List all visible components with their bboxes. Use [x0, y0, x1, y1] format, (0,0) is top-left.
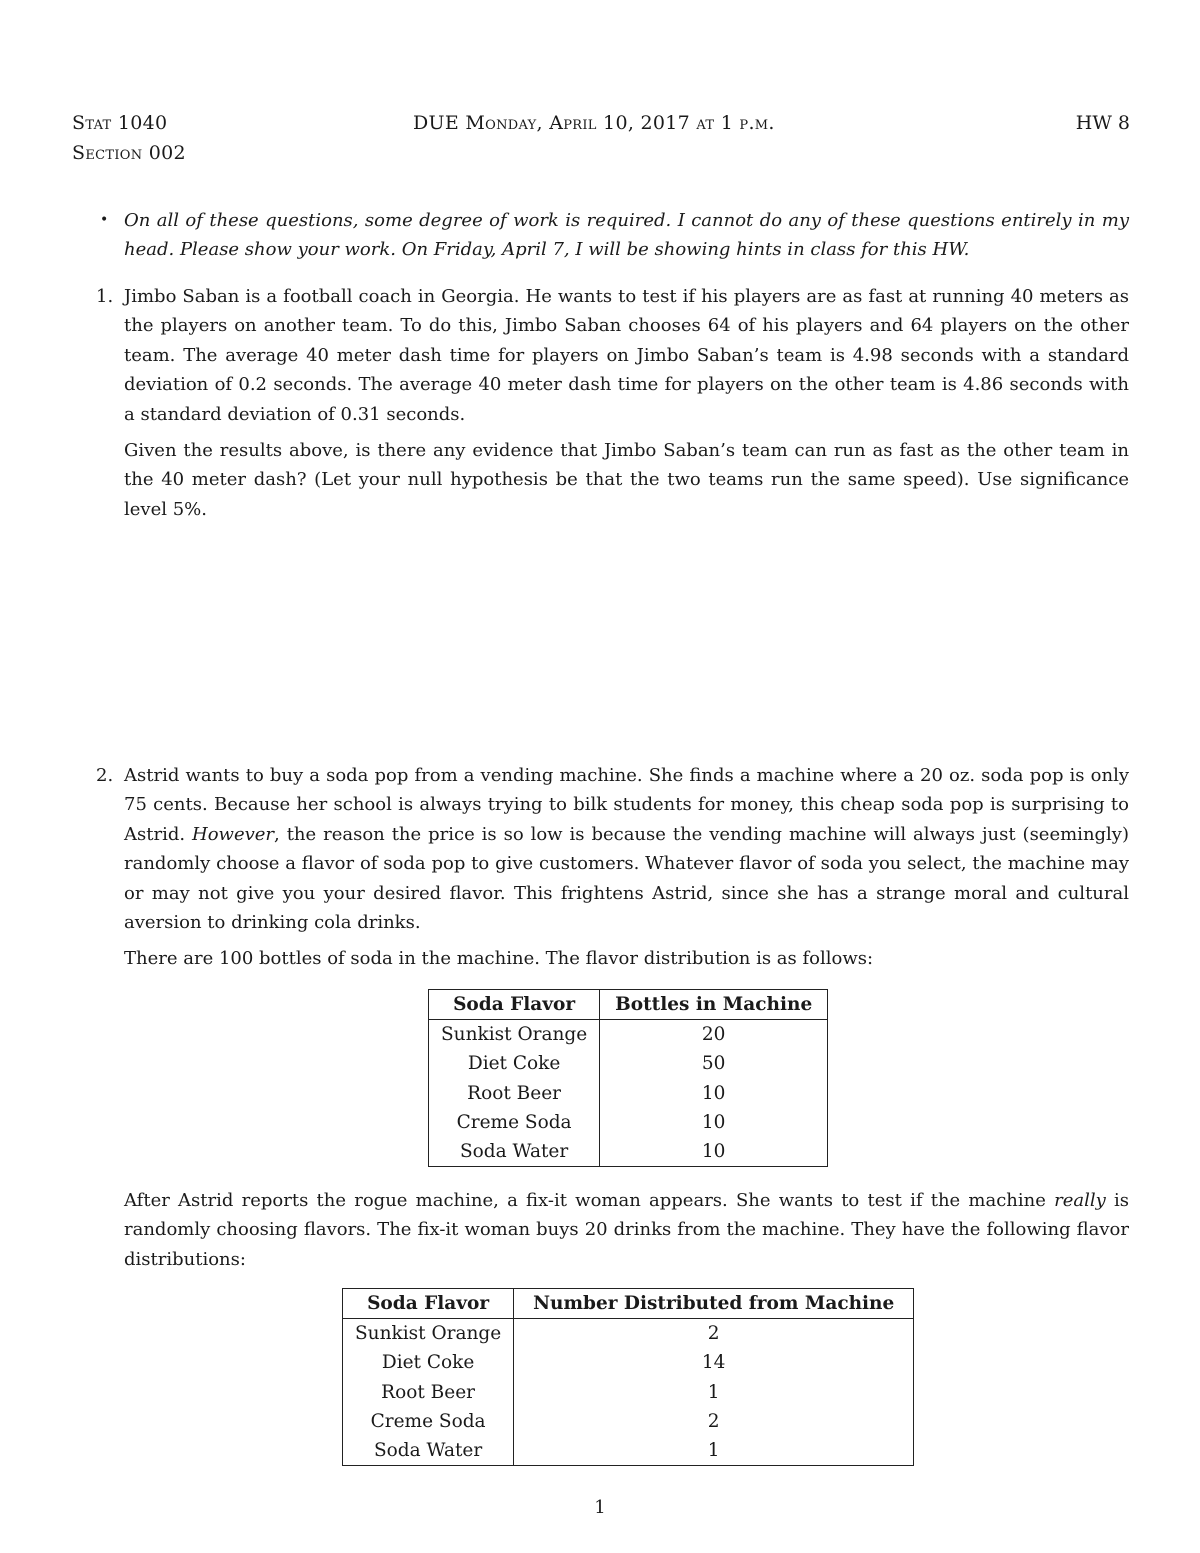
question-2-paragraph-3	[124, 1186, 1129, 1274]
table2-header-number: Number Distributed from Machine	[514, 1289, 914, 1319]
q2-p3-text-a: After Astrid reports the rogue machine, a fix-it woman appears. She wants to test if the machine	[124, 1190, 1055, 1211]
question-1-paragraph-1: Jimbo Saban is a football coach in Georgia. He wants to test if his players are as fast at running 40 meters as the players on another team. To do this, Jimbo Saban chooses 64 of his players and 64 players on the other team. The average 40 meter dash time for players on Jimbo Saban’s team is 4.98 seconds with a standard deviation of 0.2 seconds. The average 40 meter dash time for players on the other team is 4.86 seconds with a standard deviation of 0.31 seconds.	[124, 286, 1129, 425]
table-cell: 20	[600, 1020, 828, 1050]
table-cell: 1	[514, 1436, 914, 1466]
table-row	[429, 1049, 828, 1078]
bullet-marker: •	[100, 212, 109, 228]
table-cell: 10	[600, 1108, 828, 1137]
instructions-note: On all of these questions, some degree of work is required. I cannot do any of these questions entirely in my head. Please show your work. On Friday, April 7, I will be showing hints in class for this HW.	[124, 210, 1129, 261]
table-cell: 1	[514, 1378, 914, 1407]
table-row	[343, 1348, 914, 1377]
question-1-number: 1.	[96, 286, 114, 307]
table-cell: Soda Water	[429, 1137, 600, 1167]
table-row	[429, 1079, 828, 1108]
table-cell: 50	[600, 1049, 828, 1078]
table-cell: 10	[600, 1079, 828, 1108]
flavor-distribution-table	[428, 989, 828, 1167]
question-2-paragraph-2: There are 100 bottles of soda in the machine. The flavor distribution is as follows:	[124, 948, 874, 969]
table-row	[429, 1108, 828, 1137]
sample-distribution-table	[342, 1288, 914, 1466]
table-cell: 14	[514, 1348, 914, 1377]
q2-p1-text-b: , the reason the price is so low is because the vending machine will always just (seemingly) randomly choose a flavor of soda pop to give customers. Whatever flavor of soda you select, the machine may or may not give you your desired flavor. This frightens Astrid, since she has a strange moral and cultural aversion to drinking cola drinks.	[124, 823, 1130, 934]
table2-header-flavor: Soda Flavor	[343, 1289, 514, 1319]
course-title: Stat 1040	[72, 112, 168, 134]
table-row	[343, 1378, 914, 1407]
question-1-paragraph-2: Given the results above, is there any evidence that Jimbo Saban’s team can run as fast as the other team in the 40 meter dash? (Let your null hypothesis be that the two teams run the same speed). Use significance level 5%.	[124, 440, 1129, 520]
table-row	[343, 1436, 914, 1466]
table-cell: Soda Water	[343, 1436, 514, 1466]
homework-label: HW 8	[1075, 112, 1130, 134]
question-2-number: 2.	[96, 765, 114, 786]
page-number: 1	[594, 1497, 606, 1518]
table-row	[343, 1407, 914, 1436]
due-date: DUE Monday, April 10, 2017 at 1 p.m.	[413, 112, 775, 134]
table-cell: Creme Soda	[343, 1407, 514, 1436]
table-cell: Diet Coke	[429, 1049, 600, 1078]
q2-p1-emphasis: However	[192, 823, 275, 845]
table-cell: 10	[600, 1137, 828, 1167]
q2-p3-text-b: is randomly choosing flavors. The fix-it woman buys 20 drinks from the machine. They have the following flavor distributions:	[124, 1190, 1129, 1270]
table1-header-bottles: Bottles in Machine	[600, 990, 828, 1020]
table-row	[429, 1020, 828, 1050]
section-label: Section 002	[72, 142, 186, 164]
table-row	[429, 1137, 828, 1167]
table1-header-flavor: Soda Flavor	[429, 990, 600, 1020]
table-cell: Diet Coke	[343, 1348, 514, 1377]
table-cell: 2	[514, 1407, 914, 1436]
question-2-paragraph-1	[124, 761, 1129, 937]
table-cell: Creme Soda	[429, 1108, 600, 1137]
table-cell: Sunkist Orange	[429, 1020, 600, 1050]
table-cell: Root Beer	[429, 1079, 600, 1108]
table-row	[343, 1319, 914, 1349]
table-cell: 2	[514, 1319, 914, 1349]
q2-p1-text-a: Astrid wants to buy a soda pop from a vending machine. She finds a machine where a 20 oz. soda pop is only 75 cents. Because her school is always trying to bilk students for money, this cheap soda pop is surprising to Astrid.	[124, 765, 1129, 845]
table-cell: Sunkist Orange	[343, 1319, 514, 1349]
table-cell: Root Beer	[343, 1378, 514, 1407]
q2-p3-emphasis: really	[1054, 1190, 1106, 1211]
